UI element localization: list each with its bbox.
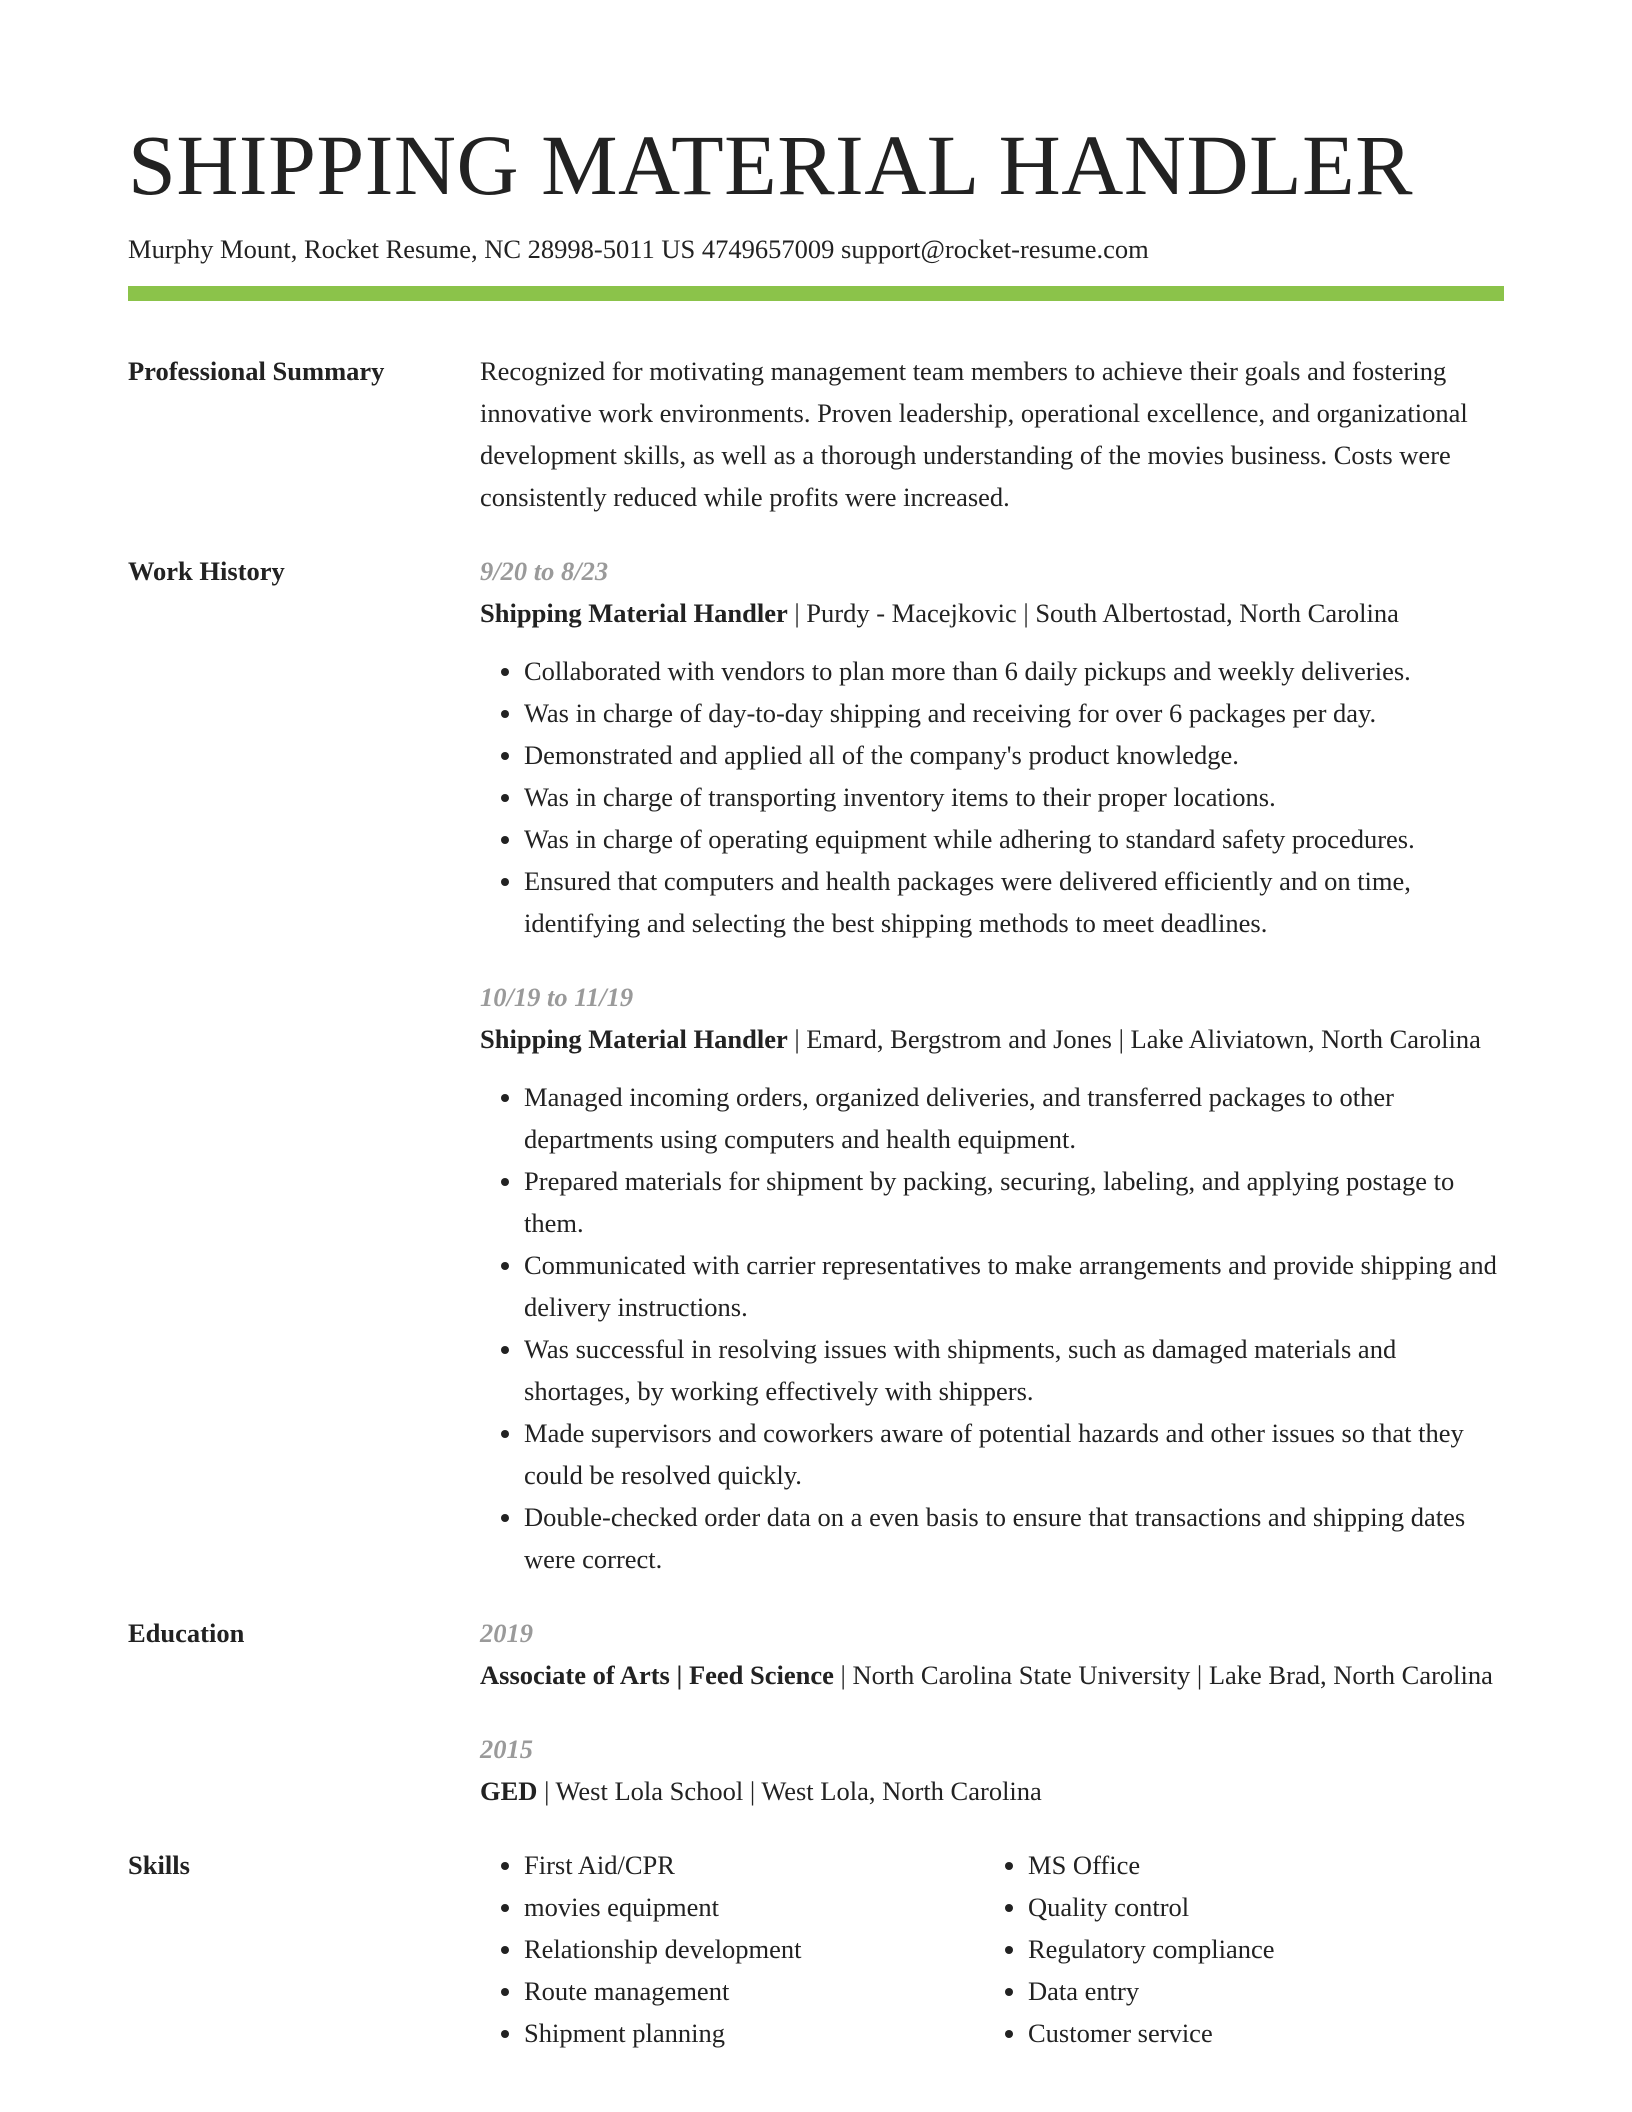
job-heading	[480, 592, 1504, 634]
resume-sections	[128, 350, 1504, 2086]
skills-grid	[480, 1844, 1504, 2054]
skills-list-left	[480, 1844, 984, 2054]
header-divider	[128, 286, 1504, 301]
job-title: Shipping Material Handler	[480, 1024, 788, 1054]
education-degree: GED	[480, 1776, 538, 1806]
job-bullet: • Managed incoming orders, organized deliveries, and transferred packages to other departments using computers and health equipment.	[524, 1076, 1504, 1160]
job-bullet: • Was in charge of transporting inventory items to their proper locations.	[524, 776, 1504, 818]
job-bullet: • Was in charge of operating equipment while adhering to standard safety procedures.	[524, 818, 1504, 860]
job-entry	[480, 550, 1504, 944]
skill-item: • movies equipment	[524, 1886, 984, 1928]
section-label: Work History	[128, 556, 285, 586]
skill-item: • MS Office	[1028, 1844, 1488, 1886]
skill-item: • First Aid/CPR	[524, 1844, 984, 1886]
section-label: Education	[128, 1618, 245, 1648]
skill-item: • Customer service	[1028, 2012, 1488, 2054]
skill-item: • Regulatory compliance	[1028, 1928, 1488, 1970]
job-bullet: • Demonstrated and applied all of the company's product knowledge.	[524, 734, 1504, 776]
job-bullet: • Double-checked order data on a even basis to ensure that transactions and shipping dates were correct.	[524, 1496, 1504, 1580]
education-heading	[480, 1654, 1504, 1696]
job-bullet: • Ensured that computers and health packages were delivered efficiently and on time, identifying and selecting the best shipping methods to meet deadlines.	[524, 860, 1504, 944]
job-title: Shipping Material Handler	[480, 598, 788, 628]
contact-line	[128, 232, 1149, 266]
job-bullet: • Made supervisors and coworkers aware of potential hazards and other issues so that they could be resolved quickly.	[524, 1412, 1504, 1496]
job-bullets	[480, 1076, 1504, 1580]
education-degree: Associate of Arts | Feed Science	[480, 1660, 834, 1690]
education-heading	[480, 1770, 1504, 1812]
skills-list-right	[984, 1844, 1488, 2054]
job-entry	[480, 976, 1504, 1580]
skill-item: • Shipment planning	[524, 2012, 984, 2054]
job-dates: 10/19 to 11/19	[480, 982, 634, 1012]
section-label: Professional Summary	[128, 356, 385, 386]
skill-item: • Route management	[524, 1970, 984, 2012]
job-heading	[480, 1018, 1504, 1060]
education-year: 2019	[480, 1618, 533, 1648]
job-details: | Emard, Bergstrom and Jones | Lake Aliviatown, North Carolina	[787, 1024, 1481, 1054]
job-bullet: • Was in charge of day-to-day shipping and receiving for over 6 packages per day.	[524, 692, 1504, 734]
job-bullet: • Prepared materials for shipment by packing, securing, labeling, and applying postage to them.	[524, 1160, 1504, 1244]
education-year: 2015	[480, 1734, 533, 1764]
skill-item: • Relationship development	[524, 1928, 984, 1970]
education-section	[128, 1612, 1504, 1812]
job-details: | Purdy - Macejkovic | South Albertostad, North Carolina	[787, 598, 1399, 628]
work-history-section	[128, 550, 1504, 1580]
education-details: | North Carolina State University | Lake Brad, North Carolina	[833, 1660, 1493, 1690]
summary-text: Recognized for motivating management team members to achieve their goals and fostering innovative work environments. Proven leadership, operational excellence, and organizational development skills, as well as a thorough understanding of the movies business. Costs were consistently reduced while profits were increased.	[480, 356, 1468, 512]
contact-address: Murphy Mount, Rocket Resume, NC 28998-5011 US	[128, 234, 696, 264]
education-entry	[480, 1728, 1504, 1812]
skills-section	[128, 1844, 1504, 2054]
skill-item: • Quality control	[1028, 1886, 1488, 1928]
summary-section	[128, 350, 1504, 518]
education-entry	[480, 1612, 1504, 1696]
contact-phone: 4749657009	[701, 234, 835, 264]
resume-title: SHIPPING MATERIAL HANDLER	[128, 117, 1413, 213]
section-label: Skills	[128, 1850, 190, 1880]
job-dates: 9/20 to 8/23	[480, 556, 609, 586]
education-details: | West Lola School | West Lola, North Carolina	[537, 1776, 1042, 1806]
job-bullet: • Was successful in resolving issues with shipments, such as damaged materials and shortages, by working effectively with shippers.	[524, 1328, 1504, 1412]
job-bullet: • Communicated with carrier representatives to make arrangements and provide shipping and delivery instructions.	[524, 1244, 1504, 1328]
job-bullet: • Collaborated with vendors to plan more than 6 daily pickups and weekly deliveries.	[524, 650, 1504, 692]
contact-email: support@rocket-resume.com	[841, 234, 1149, 264]
skill-item: • Data entry	[1028, 1970, 1488, 2012]
job-bullets	[480, 650, 1504, 944]
